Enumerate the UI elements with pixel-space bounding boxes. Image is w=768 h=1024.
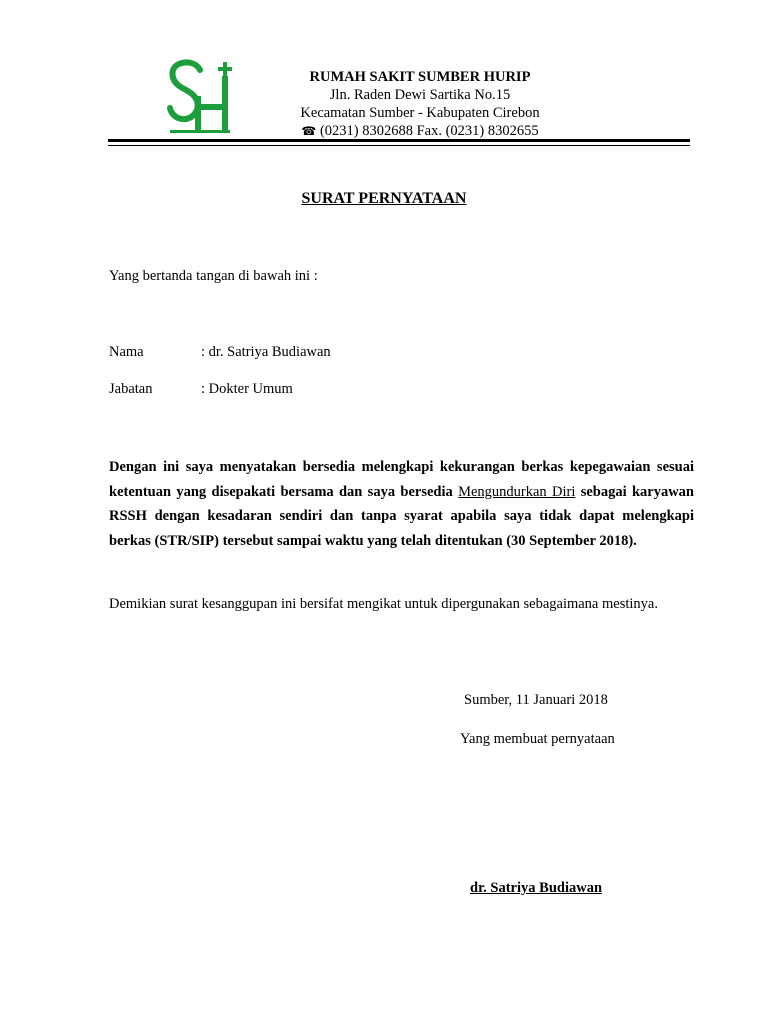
field-value: : Dokter Umum [201, 381, 293, 397]
statement-paragraph [109, 455, 694, 553]
district-line: Kecamatan Sumber - Kabupaten Cirebon [300, 105, 540, 121]
field-name-row [109, 344, 331, 361]
phone-icon: ☎ [301, 124, 317, 138]
closing-paragraph: Demikian surat kesanggupan ini bersifat mengikat untuk dipergunakan sebagaimana mestinya. [109, 596, 658, 612]
hospital-logo [166, 58, 238, 136]
document-title: SURAT PERNYATAAN [301, 190, 467, 207]
intro-text: Yang bertanda tangan di bawah ini : [109, 268, 318, 284]
statement-part1: Dengan ini saya menyatakan bersedia melengkapi kekurangan berkas kepegawaian sesuai ketentuan yang disepakati bersama dan saya bersedia [109, 459, 694, 500]
place-date: Sumber, 11 Januari 2018 [464, 692, 608, 708]
address-line: Jln. Raden Dewi Sartika No.15 [329, 87, 511, 103]
letterhead [270, 68, 570, 140]
maker-label: Yang membuat pernyataan [460, 731, 615, 747]
field-position-row [109, 381, 293, 398]
contact-line [270, 122, 570, 140]
header-divider-thick [108, 139, 690, 142]
statement-underlined: Mengundurkan Diri [458, 483, 576, 500]
field-label: Nama [109, 344, 144, 360]
field-value: : dr. Satriya Budiawan [201, 344, 331, 360]
field-label: Jabatan [109, 381, 153, 397]
signer-name: dr. Satriya Budiawan [470, 880, 603, 896]
hospital-name: RUMAH SAKIT SUMBER HURIP [309, 69, 531, 85]
statement-part2: sebagai karyawan RSSH dengan kesadaran sendiri dan tanpa syarat apabila saya tidak dapat melengkapi berkas (STR/SIP) tersebut sampai waktu yang telah ditentukan (30 September 2018). [109, 483, 694, 549]
contact-text: (0231) 8302688 Fax. (0231) 8302655 [319, 123, 539, 139]
header-divider-thin [108, 145, 690, 146]
